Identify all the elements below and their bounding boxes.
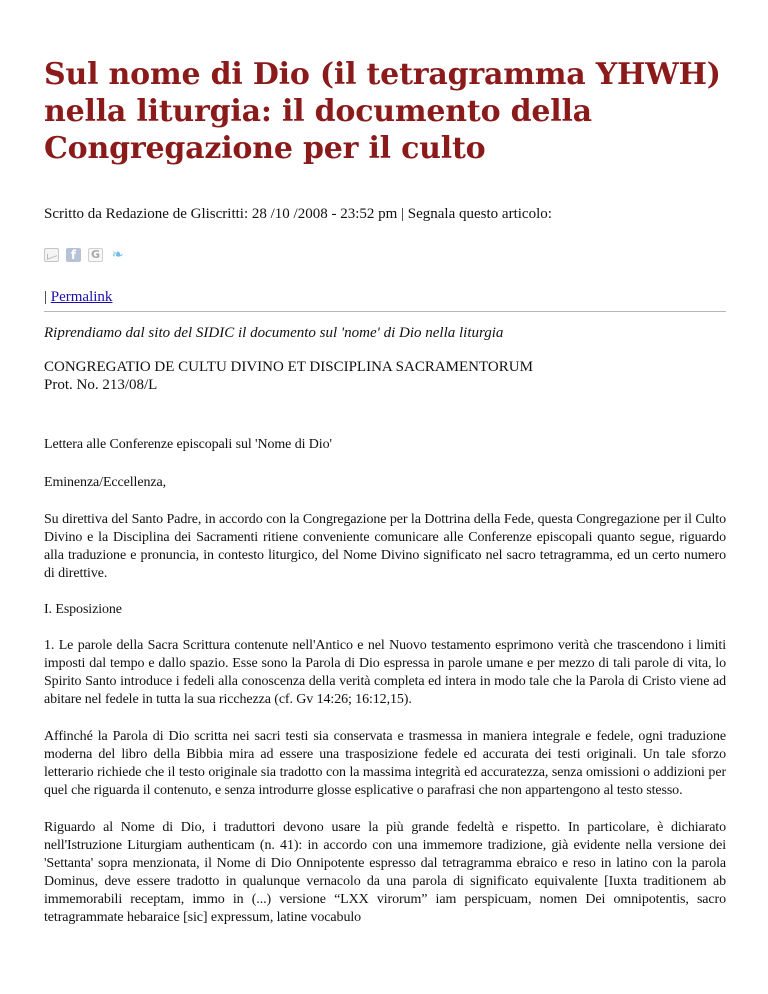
- article-title: Sul nome di Dio (il tetragramma YHWH) nella liturgia: il documento della Congregazione per il culto: [44, 57, 721, 166]
- share-bar: [44, 247, 726, 263]
- divider: [44, 311, 726, 312]
- permalink-separator: |: [44, 289, 51, 305]
- protocol-number: Prot. No. 213/08/L: [44, 377, 158, 393]
- paragraph-lettera: Lettera alle Conferenze episcopali sul 'Nome di Dio': [44, 437, 332, 452]
- paragraph-riguardo: Riguardo al Nome di Dio, i traduttori devono usare la più grande fedeltà e rispetto. In particolare, è dichiarato nell'Istruzione Liturgiam authenticam (n. 41): in accordo con una immemore tradizione, già evidente nella versione dei 'Settanta' sopra menzionata, il Nome di Dio Onnipotente espresso dal tetragramma ebraico e reso in latino con la parola Dominus, deve essere tradotto in qualunque vernacolo da una parola di significato equivalente [Iuxta traditionem ab immemorabili receptam, immo in (...) versione “LXX virorum” iam perspicuam, nomen Dei omnipotentis, sacro tetragrammate hebaraice [sic] expressum, latine vocabulo: [44, 820, 726, 925]
- paragraph-salutation: Eminenza/Eccellenza,: [44, 475, 166, 490]
- paragraph-direttiva: Su direttiva del Santo Padre, in accordo con la Congregazione per la Dottrina della Fede, questa Congregazione per il Culto Divino e la Disciplina dei Sacramenti ritiene conveniente comunicare alle Conferenze episcopali quanto segue, riguardo alla traduzione e pronuncia, in contesto liturgico, del Nome Divino significato nel sacro tetragramma, ed un certo numero di direttive.: [44, 512, 726, 581]
- paragraph-1: 1. Le parole della Sacra Scrittura contenute nell'Antico e nel Nuovo testamento esprimono verità che trascendono i limiti imposti dal tempo e dallo spazio. Esse sono la Parola di Dio espressa in parole umane e per mezzo di tali parole di vita, lo Spirito Santo introduce i fedeli alla conoscenza della verità completa ed intera in modo tale che la Parola di Cristo viene ad abitare nel fedele in tutta la sua ricchezza (cf. Gv 14:26; 16:12,15).: [44, 638, 726, 707]
- twitter-icon[interactable]: ❧: [111, 247, 124, 263]
- section-heading-esposizione: I. Esposizione: [44, 602, 122, 617]
- paragraph-affinche: Affinché la Parola di Dio scritta nei sacri testi sia conservata e trasmessa in maniera integrale e fedele, ogni traduzione moderna del libro della Bibbia mira ad essere una trasposizione fedele ed accurata dei testi originali. Un tale sforzo letterario richiede che il testo originale sia tradotto con la massima integrità ed accuratezza, senza omissioni o addizioni per quel che riguarda il contenuto, e senza introdurre glosse esplicative o parafrasi che non appartengono al testo stesso.: [44, 729, 726, 798]
- article-meta: Scritto da Redazione de Gliscritti: 28 /10 /2008 - 23:52 pm | Segnala questo articolo:: [44, 206, 552, 222]
- intro-text: Riprendiamo dal sito del SIDIC il documento sul 'nome' di Dio nella liturgia: [44, 325, 504, 341]
- congregation-name: CONGREGATIO DE CULTU DIVINO ET DISCIPLINA SACRAMENTORUM: [44, 359, 533, 375]
- email-icon[interactable]: [44, 248, 59, 262]
- facebook-icon[interactable]: f: [66, 248, 81, 262]
- google-icon[interactable]: G: [88, 248, 103, 262]
- permalink-line: [44, 288, 726, 306]
- article-body: [44, 436, 726, 927]
- congregation-block: [44, 358, 726, 394]
- permalink-link[interactable]: Permalink: [50, 289, 113, 305]
